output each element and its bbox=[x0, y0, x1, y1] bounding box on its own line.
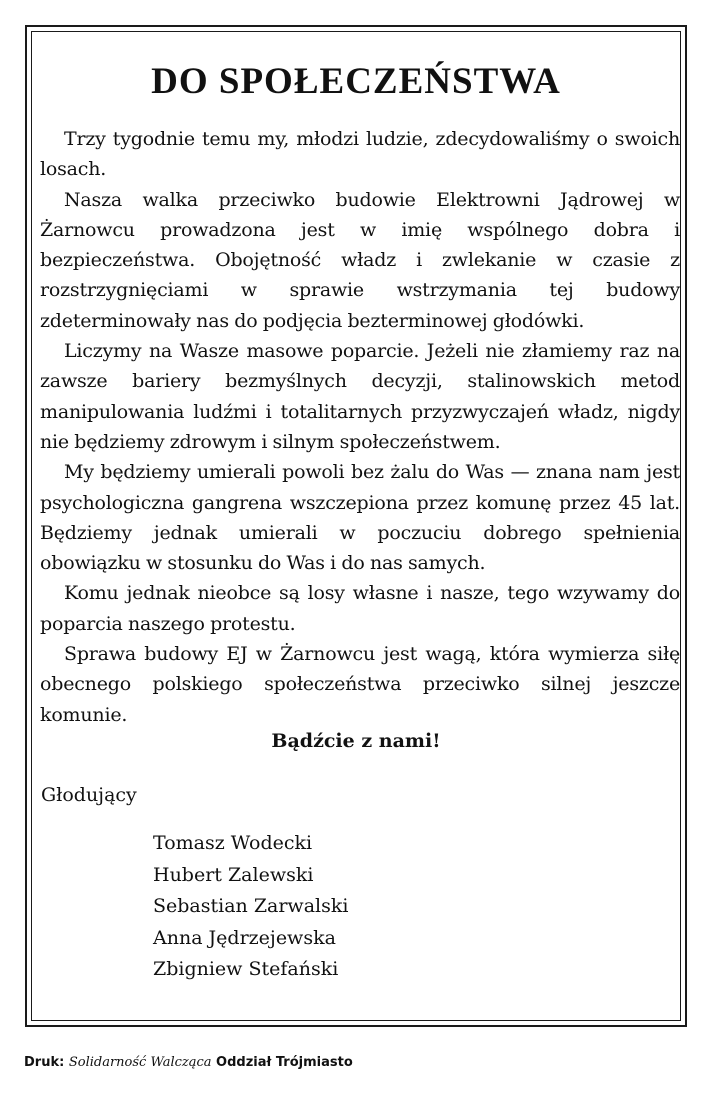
paragraph: Liczymy na Wasze masowe poparcie. Jeżeli nie złamiemy raz na zawsze bariery bezmyślnych decyzji, stalinowskich metod manipulowania ludźmi i totalitarnych przyzwyczajeń władz, nigdy nie będziemy zdrowym i silnym społeczeństwem. bbox=[40, 340, 680, 453]
print-credit-organization: Solidarność Walcząca bbox=[68, 1055, 212, 1070]
document-title: DO SPOŁECZEŃSTWA bbox=[151, 61, 561, 102]
closing-line: Bądźcie z nami! bbox=[271, 730, 441, 752]
print-credit-label: Druk: bbox=[24, 1055, 65, 1070]
signatory-name: Tomasz Wodecki bbox=[153, 832, 313, 854]
print-credit bbox=[24, 1054, 353, 1072]
print-credit-branch: Oddział Trójmiasto bbox=[216, 1055, 353, 1070]
signatory-name: Zbigniew Stefański bbox=[153, 958, 339, 980]
paragraph: Komu jednak nieobce są losy własne i nasze, tego wzywamy do poparcia naszego protestu. bbox=[40, 582, 680, 635]
paragraph: My będziemy umierali powoli bez żalu do Was — znana nam jest psychologiczna gangrena wszczepiona przez komunę przez 45 lat. Będziemy jednak umierali w poczuciu dobrego spełnienia obowiązku w stosunku do Was i do nas samych. bbox=[40, 461, 680, 575]
document-body bbox=[40, 124, 680, 730]
signatory-name: Sebastian Zarwalski bbox=[153, 895, 349, 917]
signatories-label: Głodujący bbox=[41, 784, 137, 806]
signatory-name: Anna Jędrzejewska bbox=[153, 926, 336, 949]
signatories-list bbox=[153, 828, 348, 986]
signatory-name: Hubert Zalewski bbox=[153, 863, 314, 886]
paragraph: Sprawa budowy EJ w Żarnowcu jest wagą, która wymierza siłę obecnego polskiego społeczeństwa przeciwko silnej jeszcze komunie. bbox=[40, 643, 680, 726]
paragraph: Trzy tygodnie temu my, młodzi ludzie, zdecydowaliśmy o swoich losach. bbox=[40, 128, 680, 181]
paragraph: Nasza walka przeciwko budowie Elektrowni Jądrowej w Żarnowcu prowadzona jest w imię wspólnego dobra i bezpieczeństwa. Obojętność władz i zwlekanie w czasie z rozstrzygnięciami w sprawie wstrzymania tej budowy zdeterminowały nas do podjęcia bezterminowej głodówki. bbox=[40, 188, 680, 332]
